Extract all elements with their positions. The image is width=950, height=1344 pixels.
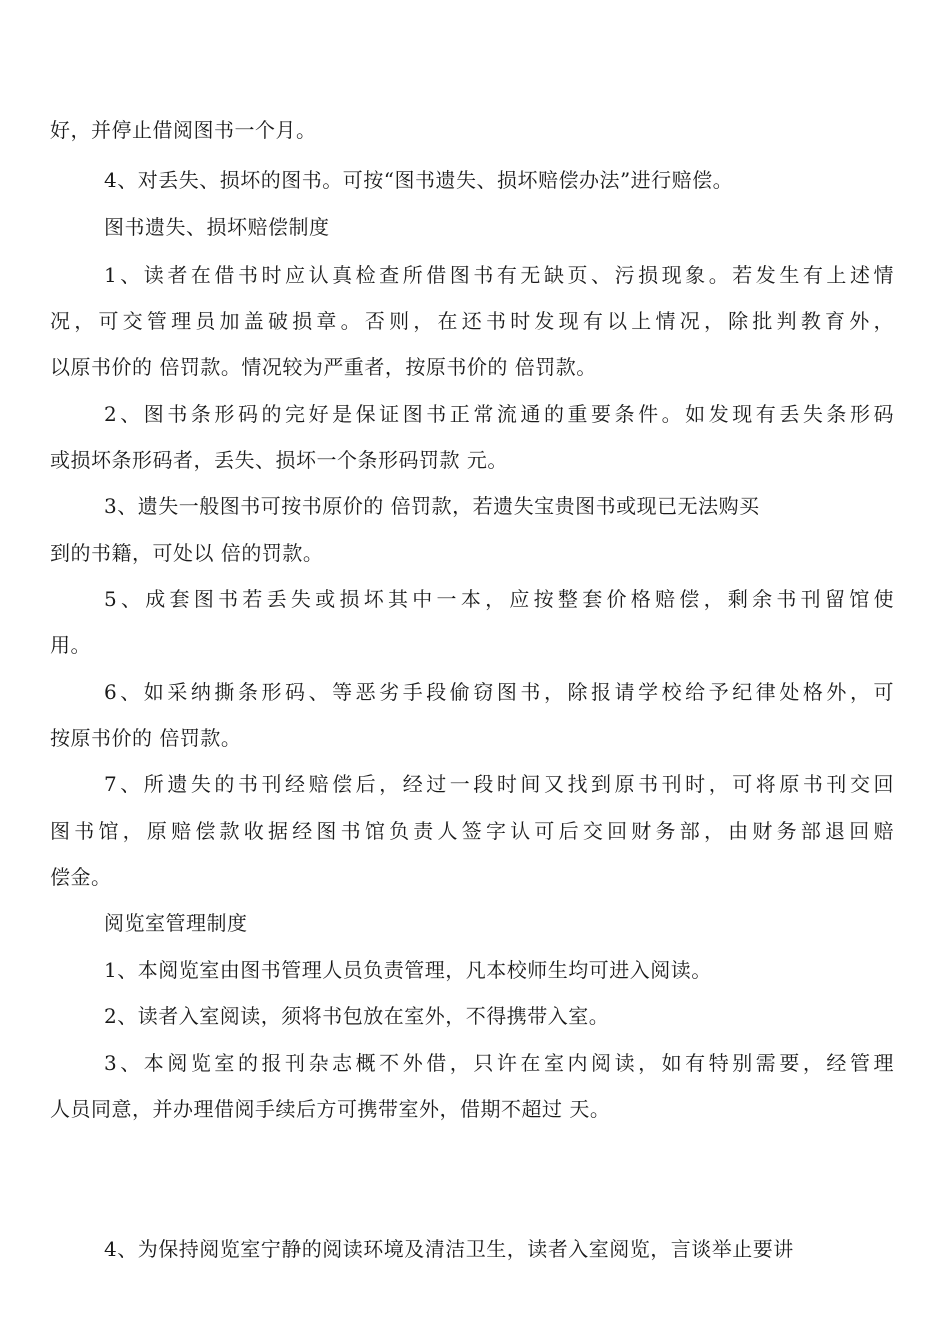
text-line-20: 2、读者入室阅读，须将书包放在室外，不得携带入室。 xyxy=(104,1004,610,1028)
text-line-16: 图书馆，原赔偿款收据经图书馆负责人签字认可后交回财务部，由财务部退回赔 xyxy=(50,819,894,843)
section-heading-reading-room: 阅览室管理制度 xyxy=(104,911,248,935)
section-heading-lost-damaged: 图书遗失、损坏赔偿制度 xyxy=(104,215,330,239)
text-line-21: 3、本阅览室的报刊杂志概不外借，只许在室内阅读，如有特别需要，经管理 xyxy=(104,1051,894,1075)
text-line-10: 到的书籍，可处以 倍的罚款。 xyxy=(50,541,324,565)
text-line-13: 6、如采纳撕条形码、等恶劣手段偷窃图书，除报请学校给予纪律处格外，可 xyxy=(104,680,894,704)
text-line-4: 1、读者在借书时应认真检查所借图书有无缺页、污损现象。若发生有上述情 xyxy=(104,263,894,287)
text-line-6: 以原书价的 倍罚款。情况较为严重者，按原书价的 倍罚款。 xyxy=(50,355,597,379)
text-line-15: 7、所遗失的书刊经赔偿后，经过一段时间又找到原书刊时，可将原书刊交回 xyxy=(104,772,894,796)
text-line-2: 4、对丢失、损坏的图书。可按“图书遗失、损坏赔偿办法”进行赔偿。 xyxy=(104,168,734,192)
text-line-12: 用。 xyxy=(50,633,91,657)
text-line-8: 或损坏条形码者，丢失、损坏一个条形码罚款 元。 xyxy=(50,448,508,472)
text-line-11: 5、成套图书若丢失或损坏其中一本，应按整套价格赔偿，剩余书刊留馆使 xyxy=(104,587,894,611)
text-line-22: 人员同意，并办理借阅手续后方可携带室外，借期不超过 天。 xyxy=(50,1097,611,1121)
text-line-1: 好，并停止借阅图书一个月。 xyxy=(50,118,317,142)
text-line-17: 偿金。 xyxy=(50,865,112,889)
text-line-7: 2、图书条形码的完好是保证图书正常流通的重要条件。如发现有丢失条形码 xyxy=(104,402,894,426)
text-line-23: 4、为保持阅览室宁静的阅读环境及清洁卫生，读者入室阅览，言谈举止要讲 xyxy=(104,1237,794,1261)
text-line-19: 1、本阅览室由图书管理人员负责管理，凡本校师生均可进入阅读。 xyxy=(104,958,712,982)
text-line-9: 3、遗失一般图书可按书原价的 倍罚款，若遗失宝贵图书或现已无法购买 xyxy=(104,494,760,518)
text-line-5: 况，可交管理员加盖破损章。否则，在还书时发现有以上情况，除批判教育外， xyxy=(50,309,894,333)
text-line-14: 按原书价的 倍罚款。 xyxy=(50,726,242,750)
